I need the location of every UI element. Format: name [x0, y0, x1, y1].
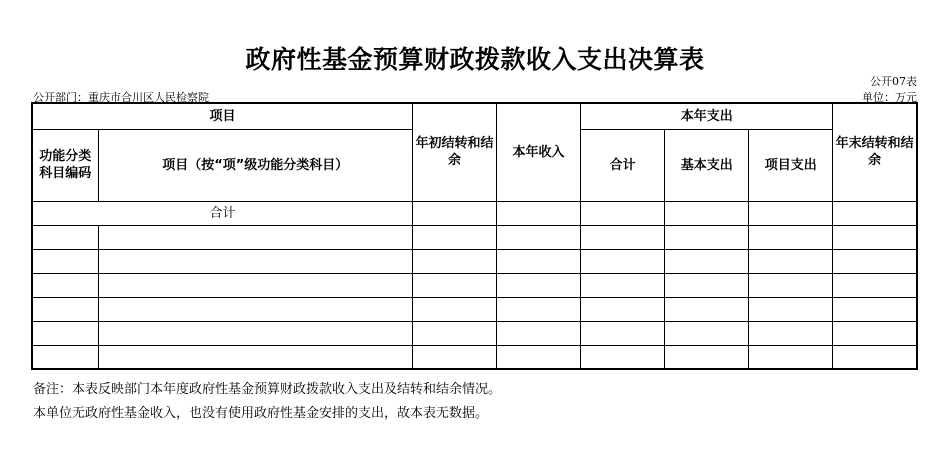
- table-cell: [581, 273, 665, 297]
- table-cell: [749, 225, 833, 249]
- table-cell: [581, 345, 665, 369]
- table-cell: [749, 201, 833, 225]
- table-cell: [581, 249, 665, 273]
- report-title: 政府性基金预算财政拨款收入支出决算表: [245, 45, 705, 74]
- header-exp-project: 项目支出: [749, 129, 833, 201]
- table-cell: [412, 225, 496, 249]
- table-cell: [833, 321, 917, 345]
- table-cell: [497, 201, 581, 225]
- header-end-balance: 年末结转和结余: [833, 103, 917, 201]
- table-cell: [833, 201, 917, 225]
- table-cell: [412, 297, 496, 321]
- table-cell: [581, 201, 665, 225]
- table-cell: [833, 345, 917, 369]
- table-cell: [833, 297, 917, 321]
- table-cell: [497, 321, 581, 345]
- header-income: 本年收入: [497, 103, 581, 201]
- table-row: [32, 321, 917, 345]
- table-row: [32, 249, 917, 273]
- table-cell: [412, 249, 496, 273]
- header-project-group: 项目: [32, 103, 412, 129]
- notes: [33, 378, 501, 426]
- table-cell: [412, 201, 496, 225]
- table-cell: [32, 345, 98, 369]
- table-cell: [497, 345, 581, 369]
- table-cell: [98, 225, 412, 249]
- table-cell: [665, 345, 749, 369]
- department-label: 公开部门：重庆市合川区人民检察院: [33, 91, 209, 104]
- table-cell: [581, 225, 665, 249]
- table-cell: [581, 321, 665, 345]
- table-cell: [497, 249, 581, 273]
- table-cell: [665, 273, 749, 297]
- table-cell: [32, 297, 98, 321]
- table-cell: [749, 297, 833, 321]
- unit-label: 单位：万元: [862, 91, 917, 104]
- table-row: [32, 297, 917, 321]
- total-row: [32, 201, 917, 225]
- table-cell: [497, 225, 581, 249]
- table-cell: [32, 225, 98, 249]
- note-line-1: 备注：本表反映部门本年度政府性基金预算财政拨款收入支出及结转和结余情况。: [33, 382, 502, 397]
- form-code: 公开07表: [870, 75, 917, 88]
- table-cell: [32, 249, 98, 273]
- table-cell: [98, 273, 412, 297]
- header-exp-total: 合计: [581, 129, 665, 201]
- header-begin-balance: 年初结转和结余: [412, 103, 496, 201]
- table-cell: [749, 345, 833, 369]
- table-cell: [665, 249, 749, 273]
- table-cell: [833, 249, 917, 273]
- table-cell: [412, 321, 496, 345]
- table-cell: [665, 225, 749, 249]
- table-row: [32, 225, 917, 249]
- table-cell: [749, 321, 833, 345]
- header-project-name: 项目（按“项”级功能分类科目）: [98, 129, 412, 201]
- table-cell: [98, 321, 412, 345]
- table-row: [32, 273, 917, 297]
- table-cell: [833, 273, 917, 297]
- budget-table: [31, 102, 918, 370]
- header-exp-basic: 基本支出: [665, 129, 749, 201]
- total-label: 合计: [32, 201, 412, 225]
- table-cell: [581, 297, 665, 321]
- table-cell: [32, 273, 98, 297]
- table-cell: [497, 273, 581, 297]
- table-cell: [665, 201, 749, 225]
- header-expense-group: 本年支出: [581, 103, 833, 129]
- table-cell: [32, 321, 98, 345]
- table-cell: [98, 297, 412, 321]
- table-cell: [665, 297, 749, 321]
- table-cell: [412, 345, 496, 369]
- table-cell: [98, 249, 412, 273]
- header-func-code: 功能分类科目编码: [32, 129, 98, 201]
- table-row: [32, 345, 917, 369]
- table-cell: [412, 273, 496, 297]
- table-cell: [497, 297, 581, 321]
- note-line-2: 本单位无政府性基金收入，也没有使用政府性基金安排的支出，故本表无数据。: [33, 406, 489, 421]
- table-cell: [665, 321, 749, 345]
- table-cell: [98, 345, 412, 369]
- table-cell: [833, 225, 917, 249]
- table-cell: [749, 249, 833, 273]
- table-cell: [749, 273, 833, 297]
